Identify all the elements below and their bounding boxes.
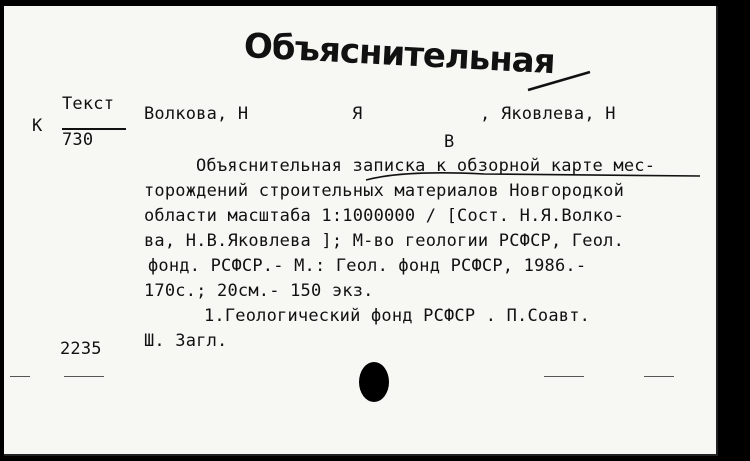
body-line-4: ва, Н.В.Яковлева ]; М-во геологии РСФСР, Геол. xyxy=(144,231,625,251)
accession-number: 2235 xyxy=(60,339,102,359)
guide-dash xyxy=(10,376,30,377)
body-line-5: фонд. РСФСР.- М.: Геол. фонд РСФСР, 1986.- xyxy=(148,256,587,276)
author-left: Волкова, Н xyxy=(144,104,249,124)
body-line-6: 170с.; 20см.- 150 экз. xyxy=(144,281,374,301)
tracing-line-2: Ш. Загл. xyxy=(144,331,228,351)
catalog-card xyxy=(4,6,718,456)
class-top: Текст xyxy=(62,94,115,114)
body-line-1: Объяснительная записка к обзорной карте мес- xyxy=(196,156,656,176)
punch-hole xyxy=(359,362,389,402)
handwritten-title: Объяснительная xyxy=(242,26,556,83)
author-mid: Я xyxy=(352,104,363,124)
guide-dash xyxy=(544,376,584,377)
guide-dash xyxy=(64,376,104,377)
tracing-line: 1.Геологический фонд РСФСР . П.Соавт. xyxy=(204,306,591,326)
author-right: , Яковлева, Н xyxy=(480,104,616,124)
author-sub: В xyxy=(444,132,455,152)
body-line-2: торождений строительных материалов Новгородкой xyxy=(144,181,625,201)
class-bottom: 730 xyxy=(62,130,94,150)
handwritten-underline-icon xyxy=(524,66,594,96)
body-line-3: области масштаба 1:1000000 / [Сост. Н.Я.Волко- xyxy=(144,206,625,226)
guide-dash xyxy=(644,376,674,377)
class-letter: К xyxy=(32,116,43,136)
